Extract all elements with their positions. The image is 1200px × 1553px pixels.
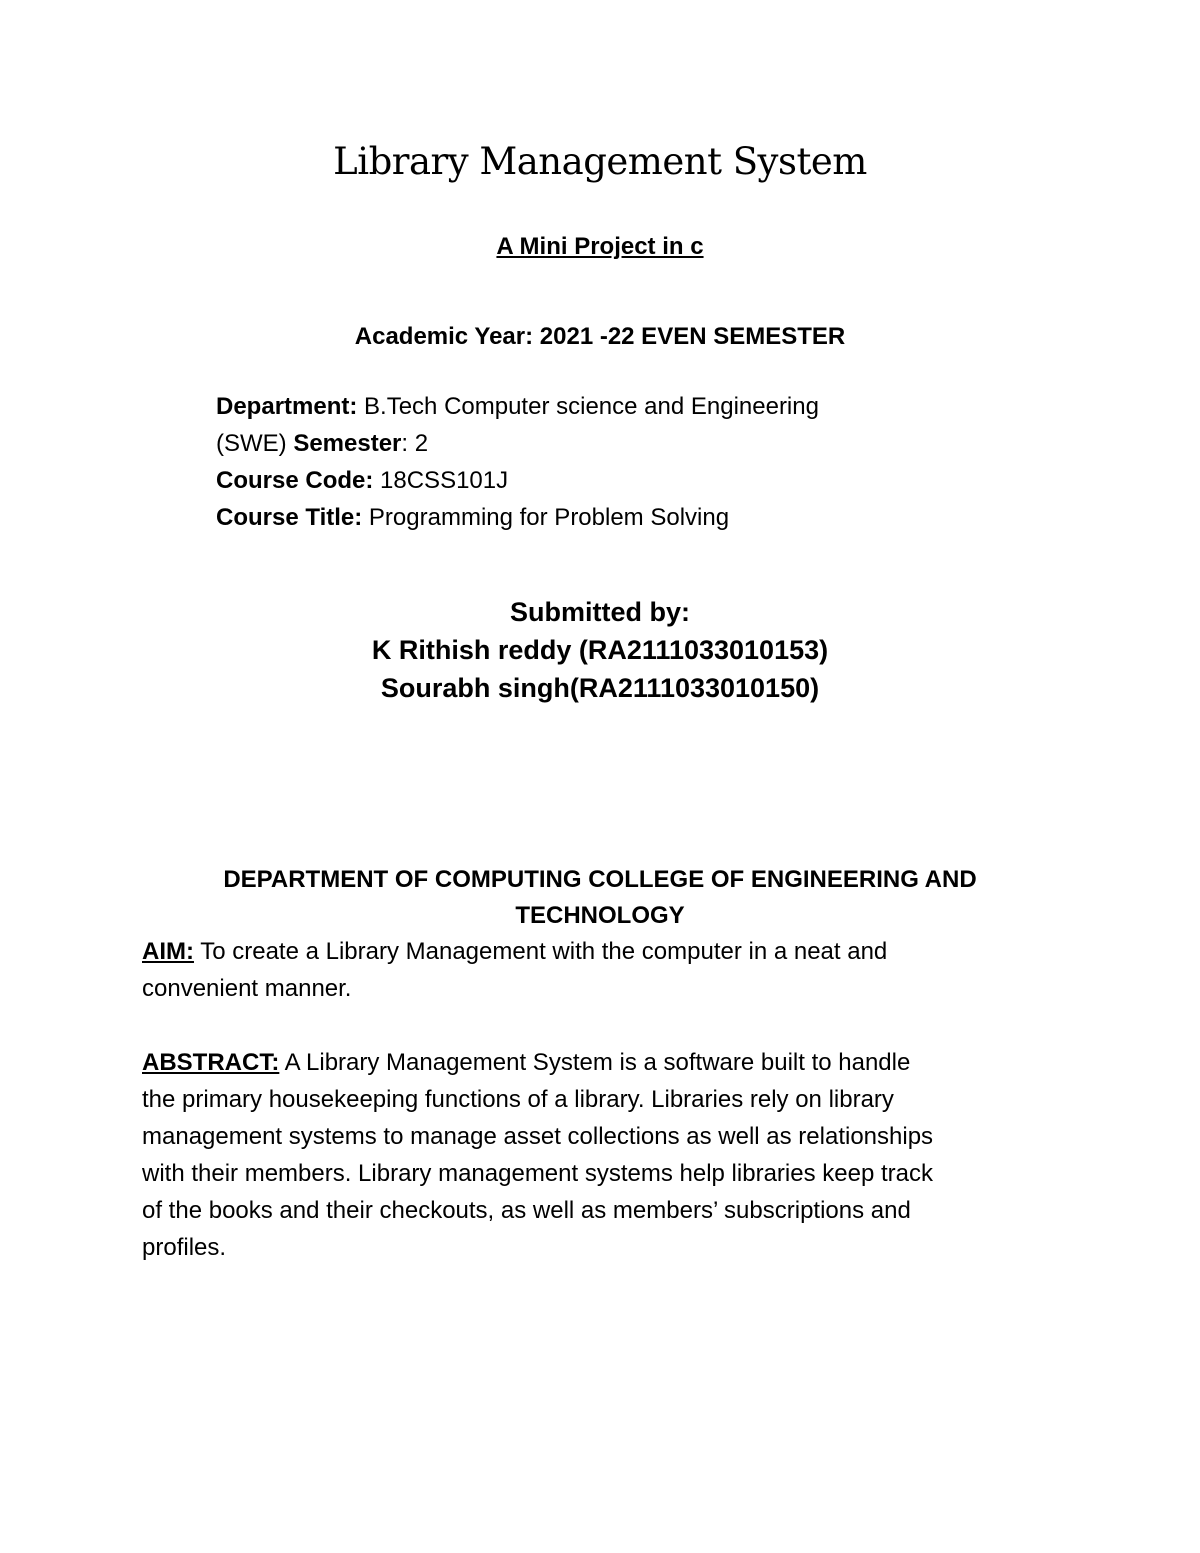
abstract-label: ABSTRACT: [142,1049,280,1076]
course-title-value: Programming for Problem Solving [362,504,730,531]
student-name: K Rithish reddy (RA2111033010153) [371,635,829,665]
abstract-line [142,1044,1062,1081]
abstract-paragraph [142,1044,1062,1266]
semester-label: Semester [293,430,402,457]
abstract-line: of the books and their checkouts, as well as members’ subscriptions and [142,1197,911,1224]
aim-paragraph [142,933,1062,1007]
document-subtitle: A Mini Project in c [496,233,704,260]
document-title: Library Management System [333,140,867,183]
semester-value: : 2 [401,430,429,457]
course-code-value: 18CSS101J [373,467,509,494]
department-line [216,388,936,425]
submitted-heading: Submitted by: [510,597,690,627]
course-code-label: Course Code: [216,467,374,494]
aim-text: To create a Library Management with the computer in a neat and [193,938,888,965]
course-title-label: Course Title: [216,504,363,531]
course-title-line [216,499,936,536]
course-code-line [216,462,936,499]
submitted-section [0,593,1200,707]
abstract-line: the primary housekeeping functions of a library. Libraries rely on library [142,1086,894,1113]
abstract-line: management systems to manage asset collections as well as relationships [142,1123,934,1150]
aim-label: AIM: [142,938,194,965]
semester-line [216,425,936,462]
academic-year: Academic Year: 2021 -22 EVEN SEMESTER [354,323,846,350]
aim-line [142,933,1062,970]
department-label: Department: [216,393,358,420]
student-name: Sourabh singh(RA2111033010150) [380,673,820,703]
department-heading-line: TECHNOLOGY [515,902,685,929]
abstract-line: with their members. Library management systems help libraries keep track [142,1160,933,1187]
department-heading-line: DEPARTMENT OF COMPUTING COLLEGE OF ENGINEERING AND [223,866,977,893]
course-info [216,388,936,536]
department-value-cont: (SWE) [216,430,294,457]
department-heading [150,862,1050,934]
aim-line: convenient manner. [142,975,352,1002]
abstract-line: profiles. [142,1234,227,1261]
abstract-text: A Library Management System is a software built to handle [279,1049,911,1076]
department-value: B.Tech Computer science and Engineering [357,393,819,420]
